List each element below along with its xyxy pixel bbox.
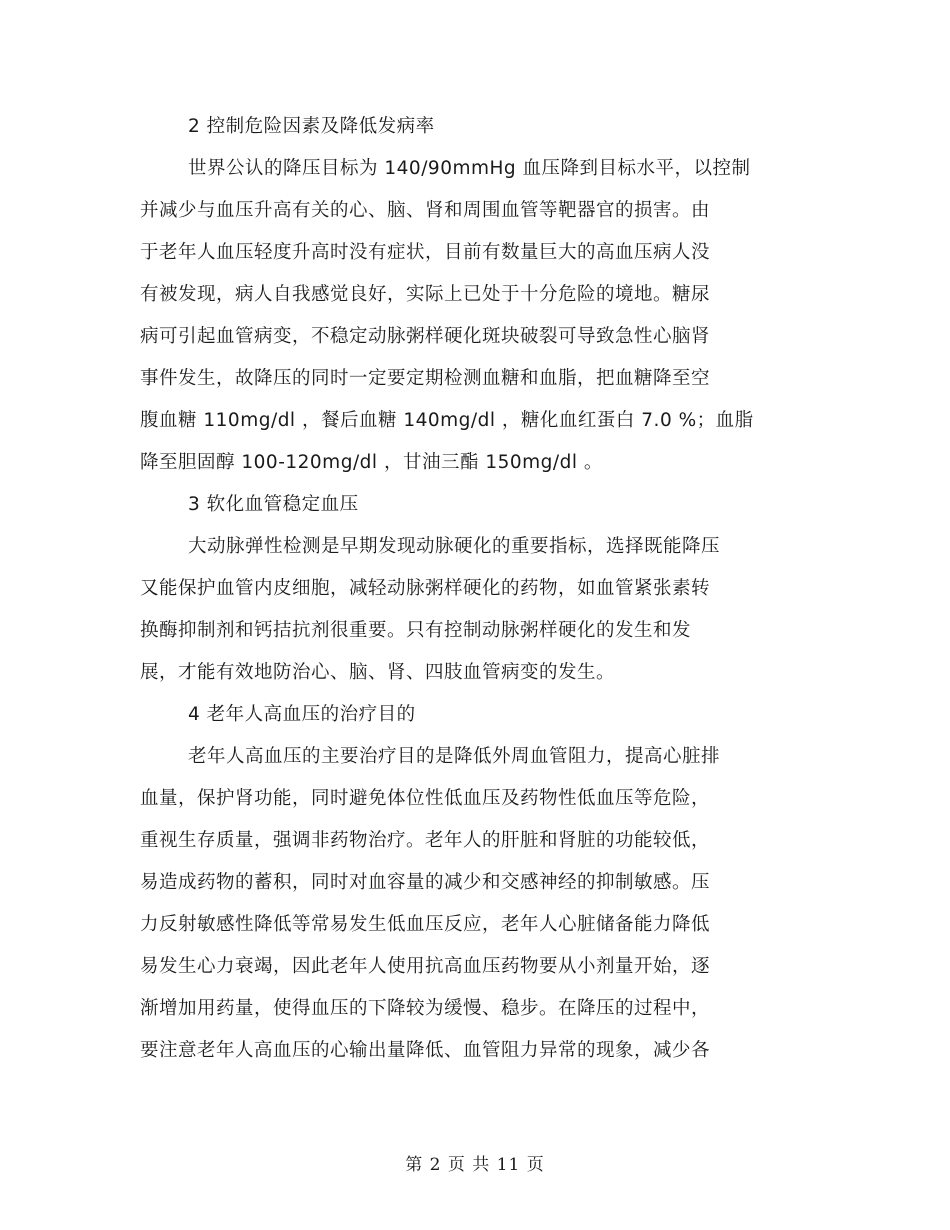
page-number-footer: 第 2 页 共 11 页 [405,1155,545,1175]
paragraph-line: 要注意老年人高血压的心输出量降低、血管阻力异常的现象，减少各 [140,1040,711,1061]
section-heading-2: 2 控制危险因素及降低发病率 [188,116,435,137]
paragraph-line: 渐增加用药量，使得血压的下降较为缓慢、稳步。在降压的过程中， [140,998,711,1019]
paragraph-line: 降至胆固醇 100-120mg/dl ，甘油三酯 150mg/dl 。 [140,452,603,473]
paragraph-line: 病可引起血管病变，不稳定动脉粥样硬化斑块破裂可导致急性心脑肾 [140,326,711,347]
paragraph-line: 易造成药物的蓄积，同时对血容量的减少和交感神经的抑制敏感。压 [140,872,711,893]
paragraph-line: 事件发生，故降压的同时一定要定期检测血糖和血脂，把血糖降至空 [140,368,711,389]
section-heading-4: 4 老年人高血压的治疗目的 [188,704,416,725]
paragraph-line: 又能保护血管内皮细胞，减轻动脉粥样硬化的药物，如血管紧张素转 [140,578,711,599]
section-heading-3: 3 软化血管稳定血压 [188,494,359,515]
paragraph-line: 有被发现，病人自我感觉良好，实际上已处于十分危险的境地。糖尿 [140,284,711,305]
paragraph-line: 易发生心力衰竭，因此老年人使用抗高血压药物要从小剂量开始，逐 [140,956,711,977]
paragraph-line: 世界公认的降压目标为 140/90mmHg 血压降到目标水平，以控制 [188,158,751,179]
paragraph-line: 并减少与血压升高有关的心、脑、肾和周围血管等靶器官的损害。由 [140,200,711,221]
paragraph-line: 血量，保护肾功能，同时避免体位性低血压及药物性低血压等危险， [140,788,711,809]
paragraph-line: 老年人高血压的主要治疗目的是降低外周血管阻力，提高心脏排 [188,746,721,767]
paragraph-line: 换酶抑制剂和钙拮抗剂很重要。只有控制动脉粥样硬化的发生和发 [140,620,692,641]
paragraph-line: 重视生存质量，强调非药物治疗。老年人的肝脏和肾脏的功能较低， [140,830,711,851]
paragraph-line: 腹血糖 110mg/dl ，餐后血糖 140mg/dl ，糖化血红蛋白 7.0 %；血脂 [140,410,754,431]
paragraph-line: 于老年人血压轻度升高时没有症状，目前有数量巨大的高血压病人没 [140,242,711,263]
paragraph-line: 展，才能有效地防治心、脑、肾、四肢血管病变的发生。 [140,662,616,683]
paragraph-line: 力反射敏感性降低等常易发生低血压反应，老年人心脏储备能力降低 [140,914,711,935]
paragraph-line: 大动脉弹性检测是早期发现动脉硬化的重要指标，选择既能降压 [188,536,721,557]
